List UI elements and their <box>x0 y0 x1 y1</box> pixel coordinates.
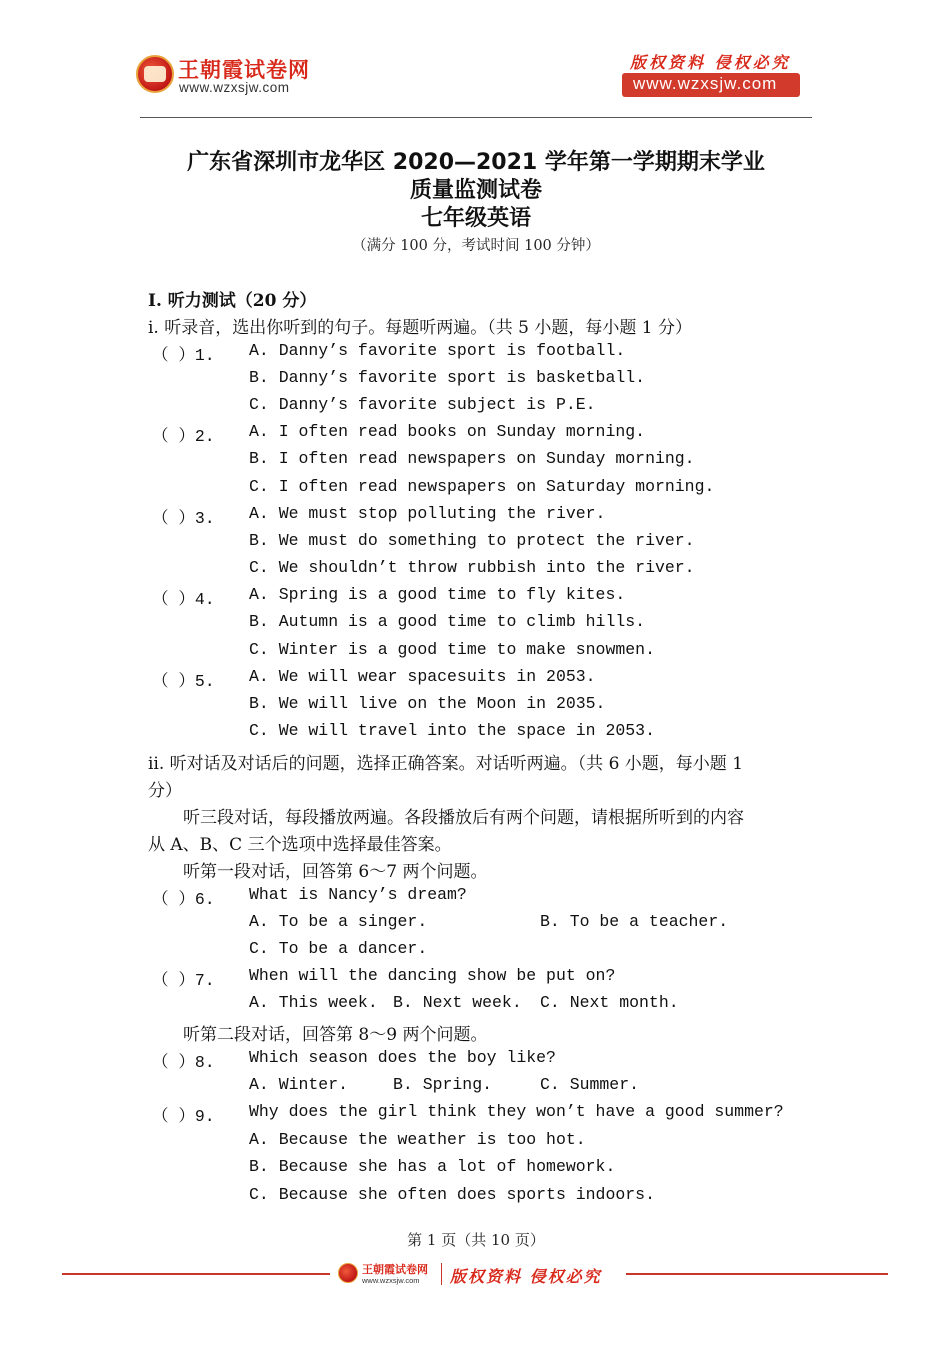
q6-option-c: C. To be a dancer. <box>249 939 428 958</box>
answer-bracket-q8[interactable]: （ ）8. <box>152 1053 215 1072</box>
answer-bracket-q6[interactable]: （ ）6. <box>152 890 215 909</box>
q4-option-c: C. Winter is a good time to make snowmen. <box>249 640 655 659</box>
section-heading: Ⅰ. 听力测试（20 分） <box>148 291 317 311</box>
q9-option-b: B. Because she has a lot of homework. <box>249 1157 616 1176</box>
q1-option-c: C. Danny’s favorite subject is P.E. <box>249 395 596 414</box>
q1-option-a: A. Danny’s favorite sport is football. <box>249 341 626 360</box>
q4-option-a: A. Spring is a good time to fly kites. <box>249 585 626 604</box>
q8-option-c: C. Summer. <box>540 1075 640 1094</box>
header-divider <box>140 117 812 118</box>
answer-bracket-q9[interactable]: （ ）9. <box>152 1107 215 1126</box>
dialogue2-intro: 听第二段对话，回答第 8～9 两个问题。 <box>183 1025 488 1045</box>
q3-option-a: A. We must stop polluting the river. <box>249 504 606 523</box>
q5-option-b: B. We will live on the Moon in 2035. <box>249 694 606 713</box>
part2-instruction: ⅱ. 听对话及对话后的问题，选择正确答案。对话听两遍。（共 6 小题，每小题 1 <box>148 754 744 774</box>
page-title-line2: 质量监测试卷 <box>409 178 542 203</box>
q7-option-b: B. Next week. <box>393 993 522 1012</box>
logo-url: www.wzxsjw.com <box>179 80 290 95</box>
q9-option-a: A. Because the weather is too hot. <box>249 1130 586 1149</box>
footer-logo-icon <box>338 1263 358 1283</box>
dialogue1-intro: 听第一段对话，回答第 6～7 两个问题。 <box>183 862 488 882</box>
part2-intro: 听三段对话，每段播放两遍。各段播放后有两个问题，请根据所听到的内容 <box>183 808 744 828</box>
q6-option-a: A. To be a singer. <box>249 912 428 931</box>
answer-bracket-q3[interactable]: （ ）3. <box>152 509 215 528</box>
footer-slogan: 版权资料 侵权必究 <box>450 1267 602 1286</box>
part1-instruction: ⅰ. 听录音，选出你听到的句子。每题听两遍。（共 5 小题，每小题 1 分） <box>148 318 692 338</box>
answer-bracket-q1[interactable]: （ ）1. <box>152 346 215 365</box>
q2-option-b: B. I often read newspapers on Sunday morning. <box>249 449 695 468</box>
q3-option-b: B. We must do something to protect the river. <box>249 531 695 550</box>
q9-option-c: C. Because she often does sports indoors. <box>249 1185 655 1204</box>
page-number: 第 1 页（共 10 页） <box>407 1231 545 1249</box>
answer-bracket-q5[interactable]: （ ）5. <box>152 672 215 691</box>
q7-option-c: C. Next month. <box>540 993 679 1012</box>
q4-option-b: B. Autumn is a good time to climb hills. <box>249 612 646 631</box>
page-title-line1: 广东省深圳市龙华区 2020—2021 学年第一学期期末学业 <box>187 150 765 175</box>
q6-stem: What is Nancy’s dream? <box>249 885 467 904</box>
footer-rule-left <box>62 1273 330 1275</box>
q2-option-a: A. I often read books on Sunday morning. <box>249 422 646 441</box>
q9-stem: Why does the girl think they won’t have a good summer? <box>249 1102 784 1121</box>
q7-stem: When will the dancing show be put on? <box>249 966 616 985</box>
q5-option-c: C. We will travel into the space in 2053. <box>249 721 655 740</box>
footer-separator <box>441 1263 442 1285</box>
footer-rule-right <box>626 1273 888 1275</box>
q8-stem: Which season does the boy like? <box>249 1048 556 1067</box>
q2-option-c: C. I often read newspapers on Saturday morning. <box>249 477 715 496</box>
footer-logo-name: 王朝霞试卷网 <box>362 1263 428 1276</box>
q6-option-b: B. To be a teacher. <box>540 912 729 931</box>
logo-name: 王朝霞试卷网 <box>178 58 310 82</box>
q7-option-a: A. This week. <box>249 993 378 1012</box>
q1-option-b: B. Danny’s favorite sport is basketball. <box>249 368 646 387</box>
logo-icon <box>136 55 174 93</box>
q8-option-b: B. Spring. <box>393 1075 493 1094</box>
answer-bracket-q4[interactable]: （ ）4. <box>152 590 215 609</box>
answer-bracket-q2[interactable]: （ ）2. <box>152 427 215 446</box>
footer-logo-url[interactable]: www.wzxsjw.com <box>362 1276 420 1285</box>
page-title-line3: 七年级英语 <box>420 206 531 231</box>
url-badge-text[interactable]: www.wzxsjw.com <box>633 74 778 93</box>
part2-instruction-cont: 分） <box>148 781 182 801</box>
q3-option-c: C. We shouldn’t throw rubbish into the river. <box>249 558 695 577</box>
q8-option-a: A. Winter. <box>249 1075 349 1094</box>
copyright-slogan: 版权资料 侵权必究 <box>630 53 791 72</box>
q5-option-a: A. We will wear spacesuits in 2053. <box>249 667 596 686</box>
answer-bracket-q7[interactable]: （ ）7. <box>152 971 215 990</box>
part2-intro-cont: 从 A、B、C 三个选项中选择最佳答案。 <box>148 835 452 855</box>
exam-subtitle: （满分 100 分，考试时间 100 分钟） <box>352 238 600 254</box>
